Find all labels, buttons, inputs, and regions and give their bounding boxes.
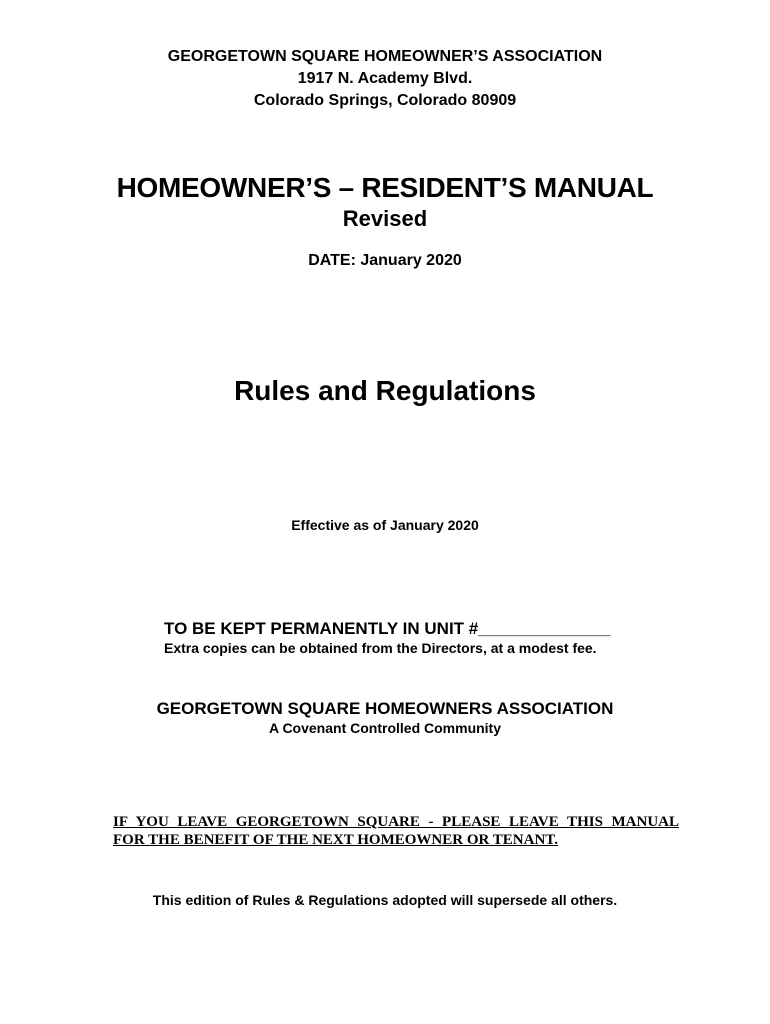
notice-line-2: FOR THE BENEFIT OF THE NEXT HOMEOWNER OR TENANT.	[113, 832, 558, 848]
extra-copies-note: Extra copies can be obtained from the Directors, at a modest fee.	[164, 640, 597, 656]
effective-date: Effective as of January 2020	[291, 517, 479, 533]
notice-line-1: IF YOU LEAVE GEORGETOWN SQUARE - PLEASE LEAVE THIS MANUAL	[113, 814, 679, 830]
manual-title: HOMEOWNER’S – RESIDENT’S MANUAL	[116, 172, 654, 203]
manual-date: DATE: January 2020	[308, 252, 462, 269]
address-line-1: 1917 N. Academy Blvd.	[297, 70, 473, 87]
address-line-2: Colorado Springs, Colorado 80909	[253, 92, 517, 109]
supersede-statement: This edition of Rules & Regulations adopted will supersede all others.	[152, 892, 618, 908]
manual-revised-label: Revised	[342, 206, 428, 231]
association-name-footer: GEORGETOWN SQUARE HOMEOWNERS ASSOCIATION	[156, 699, 614, 718]
association-name-header: GEORGETOWN SQUARE HOMEOWNER’S ASSOCIATION	[167, 48, 603, 65]
keep-in-unit-line: TO BE KEPT PERMANENTLY IN UNIT #______________	[164, 619, 611, 638]
association-tagline: A Covenant Controlled Community	[268, 720, 502, 736]
section-title: Rules and Regulations	[234, 375, 536, 406]
